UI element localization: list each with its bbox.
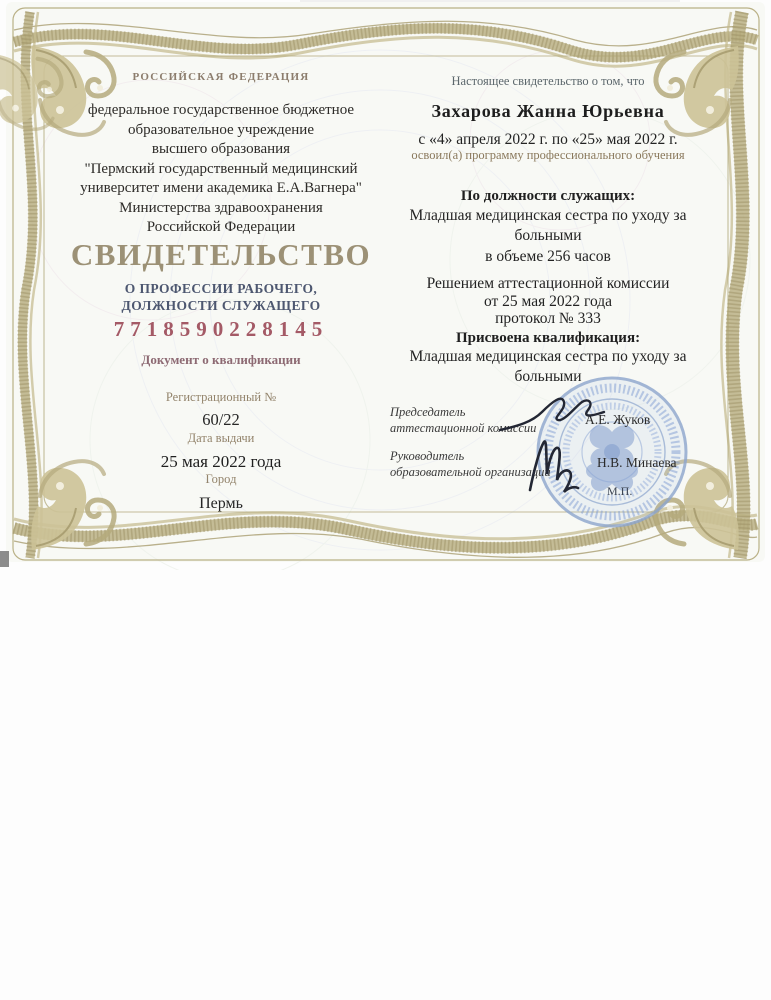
head-label-line: Руководитель (390, 449, 465, 463)
institution-line: образовательное учреждение (127, 121, 314, 138)
head-label-line: образовательной организации (390, 464, 551, 479)
registration-number-value: 60/22 (202, 410, 240, 429)
institution-line: Российской Федерации (146, 219, 296, 235)
country-title: РОССИЙСКАЯ ФЕДЕРАЦИЯ (132, 71, 310, 83)
institution-line: высшего образования (151, 141, 291, 157)
chair-signature-icon (498, 392, 608, 440)
city-value: Пермь (199, 495, 243, 512)
position-heading: По должности служащих: (460, 188, 636, 204)
serial-number: 7718590228145 (113, 317, 329, 341)
qualification-line: Младшая медицинская сестра по уходу за (409, 348, 687, 365)
chair-label-line: аттестационной комиссии (390, 420, 537, 435)
training-hours: в объеме 256 часов (485, 248, 611, 265)
certificate-title: СВИДЕТЕЛЬСТВО (70, 237, 372, 272)
issue-date-value: 25 мая 2022 года (160, 452, 282, 471)
commission-decision (390, 275, 706, 328)
institution-line: Министерства здравоохранения (119, 199, 323, 216)
training-period: с «4» апреля 2022 г. по «25» мая 2022 г. (418, 131, 678, 148)
certificate-subtitle-line: О ПРОФЕССИИ РАБОЧЕГО, (124, 281, 318, 296)
certificate-subtitle (55, 281, 387, 314)
institution-line: федеральное государственное бюджетное (87, 102, 355, 118)
decision-line: Решением аттестационной комиссии (426, 275, 670, 292)
stamp-place-label: М.П. (607, 484, 633, 498)
registration-number-label: Регистрационный № (165, 390, 277, 404)
city-label: Город (205, 472, 237, 486)
qualification-heading: Присвоена квалификация: (455, 330, 641, 346)
qualification-line: больными (514, 367, 582, 385)
document-type-label: Документ о квалификации (141, 352, 301, 367)
intro-text: Настоящее свидетельство о том, что (451, 74, 645, 88)
decision-line: от 25 мая 2022 года (483, 292, 613, 310)
position-line: больными (514, 226, 582, 244)
certificate-subtitle-line: ДОЛЖНОСТИ СЛУЖАЩЕГО (121, 297, 321, 313)
scan-artifact-square (0, 551, 9, 567)
head-signature-icon (524, 436, 582, 498)
institution-line: "Пермский государственный медицинский (84, 160, 358, 177)
chair-name: А.Е. Жуков (585, 412, 651, 427)
program-type-text: освоил(а) программу профессионального обучения (411, 148, 685, 162)
decision-line: протокол № 333 (495, 310, 601, 327)
recipient-name: Захарова Жанна Юрьевна (431, 101, 665, 121)
position-value (390, 206, 706, 245)
chair-label-line: Председатель (390, 405, 466, 419)
issue-date-label: Дата выдачи (187, 431, 255, 445)
position-line: Младшая медицинская сестра по уходу за (409, 207, 687, 224)
institution-line: университет имени академика Е.А.Вагнера" (80, 180, 362, 196)
qualification-value (390, 347, 706, 386)
institution-name (55, 101, 387, 238)
head-name: Н.В. Минаева (597, 455, 677, 470)
